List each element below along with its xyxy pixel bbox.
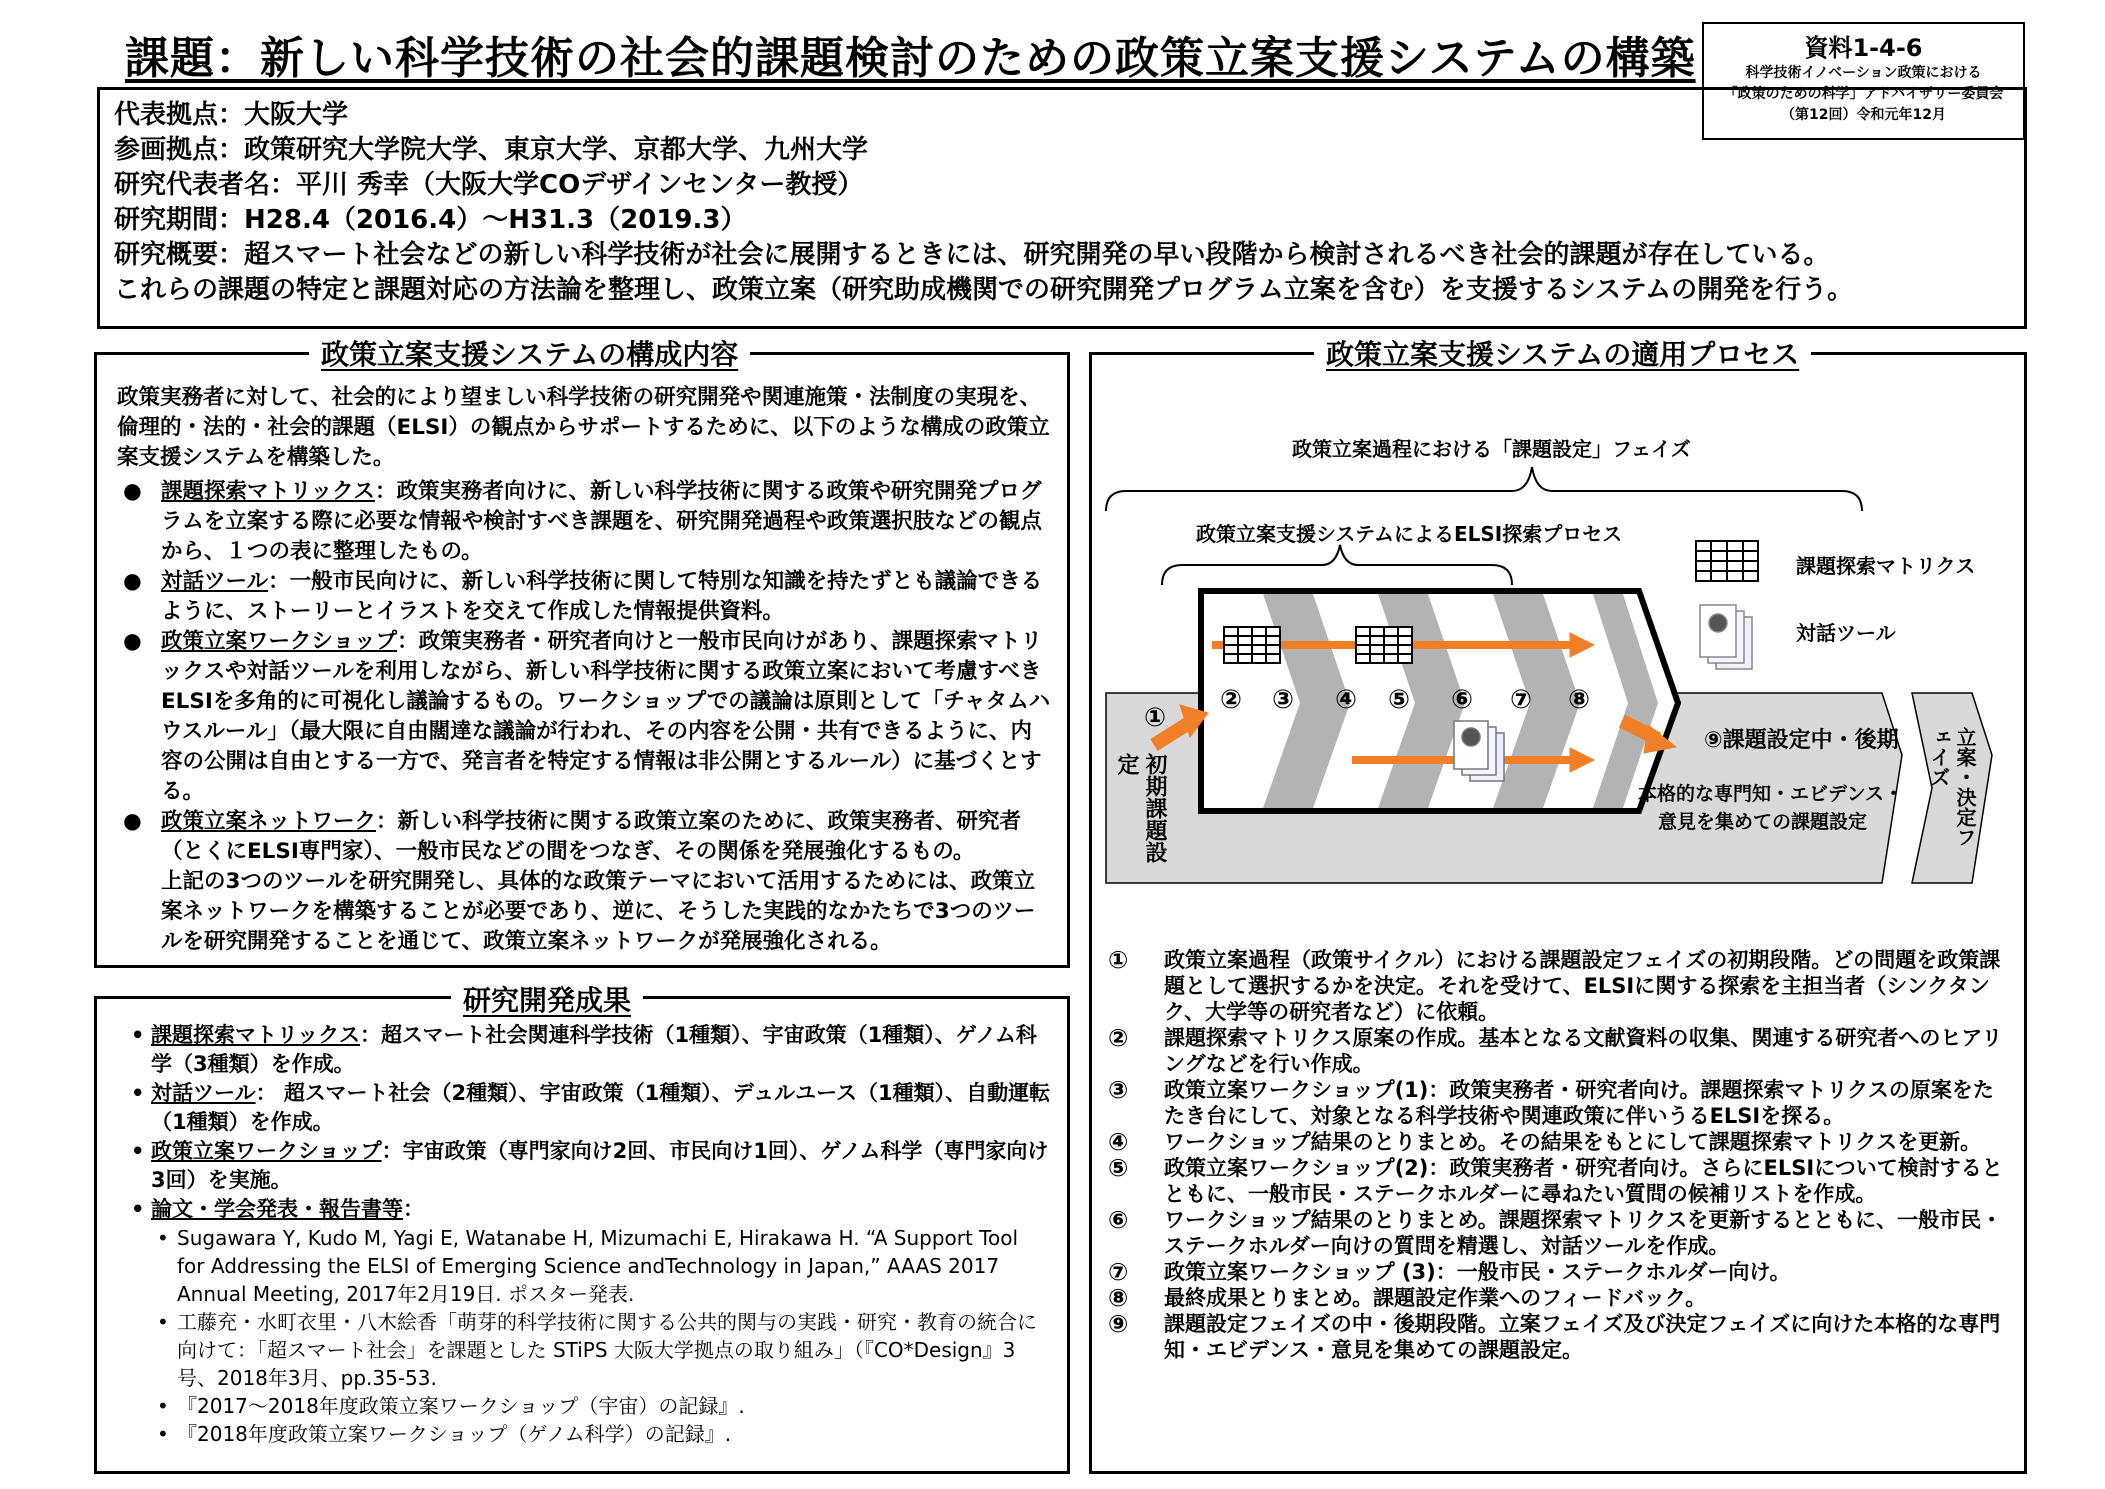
- bullet: ●: [123, 629, 142, 654]
- reference-line: （第12回）令和元年12月: [1781, 107, 1946, 123]
- results-list: [125, 1021, 1051, 1224]
- process-step: [1106, 1259, 2006, 1285]
- bullet: •: [157, 1422, 169, 1446]
- bullet: •: [157, 1394, 169, 1418]
- later-phase-desc: 本格的な専門知・エビデンス・: [1638, 783, 1904, 805]
- bullet: •: [131, 1081, 145, 1105]
- item-text: ：政策実務者向けに、新しい科学技術に関する政策や研究開発プログラムを立案する際に必要な情報や検討すべき課題を、研究開発過程や政策選択肢などの観点から、１つの表に整理したもの。: [161, 479, 1042, 564]
- publication-list: [125, 1224, 1051, 1448]
- bullet: ●: [123, 809, 142, 834]
- step-marker: ①: [1108, 946, 1129, 974]
- publication-text: Sugawara Y, Kudo M, Yagi E, Watanabe H, Mizumachi E, Hirakawa H. “A Support Tool for Addressing the ELSI of Emerging Science andTechnology in Japan,” AAAS 2017 Annual Meeting, 2017年2月19日. ポスター発表.: [177, 1226, 1019, 1306]
- elsi-process-label: 政策立案支援システムによるELSI探索プロセス: [1196, 522, 1623, 546]
- step-text: 政策立案過程（政策サイクル）における課題設定フェイズの初期段階。どの問題を政策課題として選択するかを決定。それを受けて、ELSIに関する探索を主担当者（シンクタンク、大学等の研究者など）に依頼。: [1164, 948, 2001, 1024]
- bullet: •: [131, 1023, 145, 1047]
- step-marker: ⑨: [1108, 1310, 1129, 1338]
- table-grid-icon: [1224, 627, 1280, 663]
- step-marker: ⑥: [1108, 1206, 1129, 1234]
- item-term: 論文・学会発表・報告書等: [151, 1197, 403, 1221]
- legend-matrix-label: 課題探索マトリクス: [1796, 554, 1976, 578]
- item-text: ：超スマート社会関連科学技術（1種類）、宇宙政策（1種類）、ゲノム科学（3種類）を作成。: [151, 1023, 1037, 1076]
- item-text: ：一般市民向けに、新しい科学技術に関して特別な知識を持たずとも議論できるように、ストーリーとイラストを交えて作成した情報提供資料。: [161, 569, 1043, 624]
- phase-brace: [1106, 467, 1862, 511]
- item-term: 政策立案ネットワーク: [161, 809, 377, 834]
- step-number: ⑦: [1510, 685, 1533, 715]
- project-info-box: [97, 87, 2027, 329]
- item-text: ：: [403, 1197, 424, 1221]
- step-marker: ⑧: [1108, 1284, 1129, 1312]
- publication-item: [151, 1392, 1051, 1420]
- lead-site: 代表拠点：大阪大学: [114, 100, 349, 130]
- composition-list: [117, 477, 1051, 867]
- page-title: 課題：新しい科学技術の社会的課題検討のための政策立案支援システムの構築: [125, 33, 1696, 84]
- table-grid-icon: [1696, 541, 1758, 581]
- participating-sites: 参画拠点：政策研究大学院大学、東京大学、京都大学、九州大学: [114, 135, 869, 165]
- research-summary: 研究概要：超スマート社会などの新しい科学技術が社会に展開するときには、研究開発の早い段階から検討されるべき社会的課題が存在している。: [114, 240, 1830, 270]
- process-step-list: [1106, 947, 2006, 1363]
- step-number: ④: [1335, 685, 1358, 715]
- elsi-brace: [1162, 545, 1512, 585]
- process-step: [1106, 1025, 2006, 1077]
- phase-label: 政策立案過程における「課題設定」フェイズ: [1292, 437, 1691, 461]
- step-marker: ④: [1108, 1128, 1129, 1156]
- process-step: [1106, 947, 2006, 1025]
- item-text: ：新しい科学技術に関する政策立案のために、政策実務者、研究者（とくにELSI専門家）、一般市民などの間をつなぎ、その関係を発展強化するもの。: [161, 809, 1022, 864]
- item-term: 課題探索マトリックス: [151, 1023, 360, 1047]
- list-item: [117, 567, 1051, 627]
- step-marker: ⑦: [1108, 1258, 1129, 1286]
- publication-item: [151, 1224, 1051, 1308]
- bullet: •: [157, 1226, 169, 1250]
- bullet: •: [157, 1310, 169, 1334]
- booklet-stack-icon: [1454, 721, 1504, 781]
- step-text: 課題設定フェイズの中・後期段階。立案フェイズ及び決定フェイズに向けた本格的な専門知・エビデンス・意見を集めての課題設定。: [1164, 1312, 2001, 1362]
- item-term: 課題探索マトリックス: [161, 479, 375, 504]
- results-panel: [94, 984, 1070, 1474]
- later-phase-title: ⑨課題設定中・後期: [1704, 728, 1899, 753]
- publication-text: 『2018年度政策立案ワークショップ（ゲノム科学）の記録』.: [177, 1422, 732, 1446]
- item-term: 政策立案ワークショップ: [161, 629, 398, 654]
- item-text: ：政策実務者・研究者向けと一般市民向けがあり、課題探索マトリックスや対話ツールを利用しながら、新しい科学技術に関する政策立案において考慮すべきELSIを多角的に可視化し議論するもの。ワークショップでの議論は原則として「チャタムハウスルール」（最大限に自由闊達な議論が行われ、その内容を公開・共有できるように、内容の公開は自由とする一方で、発言者を特定する情報は非公開とするルール）に基づくとする。: [161, 629, 1051, 804]
- document-code: 資料1-4-6: [1804, 34, 1923, 62]
- step-text: 政策立案ワークショップ (3)：一般市民・ステークホルダー向け。: [1164, 1260, 1791, 1284]
- item-text: ：宇宙政策（専門家向け2回、市民向け1回）、ゲノム科学（専門家向け3回）を実施。: [151, 1139, 1049, 1192]
- step-text: 政策立案ワークショップ(1)：政策実務者・研究者向け。課題探索マトリクスの原案をたたき台にして、対象となる科学技術や関連政策に伴いうるELSIを探る。: [1164, 1078, 1994, 1128]
- composition-intro: 政策実務者に対して、社会的により望ましい科学技術の研究開発や関連施策・法制度の実現を、倫理的・法的・社会的課題（ELSI）の観点からサポートするために、以下のような構成の政策立案支援システムを構築した。: [117, 385, 1050, 470]
- process-step: [1106, 1155, 2006, 1207]
- list-item: [125, 1021, 1051, 1079]
- process-step: [1106, 1311, 2006, 1363]
- reference-line: 科学技術イノベーション政策における: [1745, 65, 1982, 81]
- item-text: ： 超スマート社会（2種類）、宇宙政策（1種類）、デュルユース（1種類）、自動運転（1種類）を作成。: [151, 1081, 1051, 1134]
- composition-closing: 上記の3つのツールを研究開発し、具体的な政策テーマにおいて活用するためには、政策立案ネットワークを構築することが必要であり、逆に、そうした実践的なかたちで3つのツールを研究開発することを通じて、政策立案ネットワークが発展強化される。: [161, 869, 1036, 954]
- step-number: ②: [1220, 685, 1243, 715]
- publication-text: 工藤充・水町衣里・八木絵香「萌芽的科学技術に関する公共的関与の実践・研究・教育の統合に向けて：「超スマート社会」を課題とした STiPS 大阪大学拠点の取り組み」（『CO*Design』3号、2018年3月、pp.35-53.: [177, 1310, 1037, 1390]
- step-number: ⑧: [1568, 685, 1591, 715]
- step-text: 最終成果とりまとめ。課題設定作業へのフィードバック。: [1164, 1286, 1707, 1310]
- list-item: [125, 1079, 1051, 1137]
- step-number: ①: [1144, 703, 1167, 733]
- composition-title: 政策立案支援システムの構成内容: [309, 333, 750, 373]
- list-item: [117, 807, 1051, 867]
- step-number: ③: [1272, 685, 1295, 715]
- list-item: [125, 1195, 1051, 1224]
- list-item: [117, 477, 1051, 567]
- booklet-stack-icon: [1700, 605, 1752, 669]
- step-number: ⑥: [1451, 685, 1474, 715]
- decision-phase-label: 立案・決定フェイズ: [1927, 727, 1977, 847]
- process-step: [1106, 1285, 2006, 1311]
- step-marker: ⑤: [1108, 1154, 1129, 1182]
- process-title: 政策立案支援システムの適用プロセス: [1314, 333, 1811, 373]
- later-phase-desc: 意見を集めての課題設定: [1658, 811, 1868, 833]
- list-item: [125, 1137, 1051, 1195]
- step-text: 課題探索マトリクス原案の作成。基本となる文献資料の収集、関連する研究者へのヒアリングなどを行い作成。: [1164, 1026, 2003, 1076]
- legend-dialog-label: 対話ツール: [1796, 621, 1896, 645]
- bullet: •: [131, 1197, 145, 1221]
- item-term: 政策立案ワークショップ: [151, 1139, 382, 1163]
- reference-line: 「政策のための科学」アドバイザリー委員会: [1723, 86, 2004, 102]
- publication-item: [151, 1308, 1051, 1392]
- bullet: •: [131, 1139, 145, 1163]
- item-term: 対話ツール: [161, 569, 269, 594]
- step-text: ワークショップ結果のとりまとめ。課題探索マトリクスを更新するとともに、一般市民・ステークホルダー向けの質問を精選し、対話ツールを作成。: [1164, 1208, 2003, 1258]
- process-step: [1106, 1077, 2006, 1129]
- table-grid-icon: [1356, 627, 1412, 663]
- step-number: ⑤: [1388, 685, 1411, 715]
- list-item: [117, 627, 1051, 807]
- results-title: 研究開発成果: [451, 979, 643, 1019]
- step-marker: ②: [1108, 1024, 1129, 1052]
- process-step: [1106, 1207, 2006, 1259]
- bullet: ●: [123, 479, 142, 504]
- item-term: 対話ツール: [151, 1081, 256, 1105]
- publication-item: [151, 1420, 1051, 1448]
- research-summary: これらの課題の特定と課題対応の方法論を整理し、政策立案（研究助成機関での研究開発プログラム立案を含む）を支援するシステムの開発を行う。: [114, 275, 1854, 305]
- step-marker: ③: [1108, 1076, 1129, 1104]
- step-text: 政策立案ワークショップ(2)：政策実務者・研究者向け。さらにELSIについて検討するとともに、一般市民・ステークホルダーに尋ねたい質問の候補リストを作成。: [1164, 1156, 2003, 1206]
- principal-investigator: 研究代表者名：平川 秀幸（大阪大学COデザインセンター教授）: [114, 170, 864, 200]
- initial-phase-label: 初期課題設定: [1114, 753, 1167, 863]
- composition-panel: [94, 338, 1070, 968]
- bullet: ●: [123, 569, 142, 594]
- process-step: [1106, 1129, 2006, 1155]
- publication-text: 『2017～2018年度政策立案ワークショップ（宇宙）の記録』.: [177, 1394, 745, 1418]
- step-text: ワークショップ結果のとりまとめ。その結果をもとにして課題探索マトリクスを更新。: [1164, 1130, 1982, 1154]
- research-period: 研究期間：H28.4（2016.4）～H31.3（2019.3）: [114, 205, 747, 235]
- process-panel: [1089, 338, 2027, 1474]
